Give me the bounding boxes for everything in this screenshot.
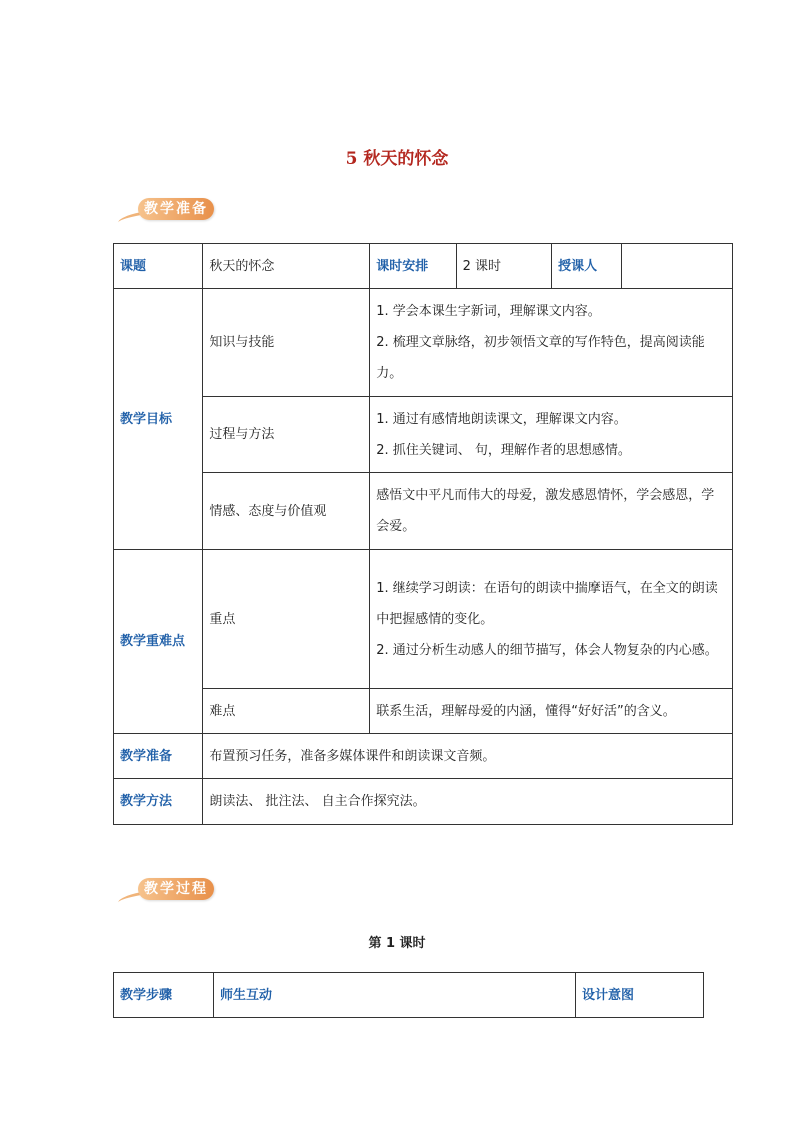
topic-label: 课题 — [114, 244, 203, 289]
goals-label: 教学目标 — [114, 289, 203, 550]
goal-process-cell — [370, 397, 733, 473]
goal-knowledge-label: 知识与技能 — [203, 289, 370, 397]
goal-emotion-text: 感悟文中平凡而伟大的母爱，激发感恩情怀，学会感恩，学会爱。 — [370, 473, 733, 550]
preparation-label: 教学准备 — [114, 734, 203, 779]
prep-table — [113, 243, 733, 825]
difficulty-label: 难点 — [203, 689, 370, 734]
key-point-label: 重点 — [203, 550, 370, 689]
teacher-label: 授课人 — [552, 244, 622, 289]
lesson-title: 第 1 课时 — [368, 936, 426, 951]
key-point-cell — [370, 550, 733, 689]
col-steps: 教学步骤 — [114, 973, 214, 1018]
topic-value: 秋天的怀念 — [203, 244, 370, 289]
section-banner-process — [118, 876, 258, 906]
banner-label: 教学准备 — [138, 198, 214, 220]
difficulty-text: 联系生活，理解母爱的内涵，懂得“好好活”的含义。 — [370, 689, 733, 734]
col-intent: 设计意图 — [576, 973, 704, 1018]
goal-emotion-label: 情感、态度与价值观 — [203, 473, 370, 550]
key-point-item: 2. 通过分析生动感人的细节描写，体会人物复杂的内心感。 — [376, 642, 718, 658]
schedule-value: 2 课时 — [456, 244, 551, 289]
goal-process-item: 2. 抓住关键词、 句，理解作者的思想感情。 — [376, 442, 631, 458]
methods-text: 朗读法、 批注法、 自主合作探究法。 — [203, 779, 733, 825]
section-banner-prep — [118, 196, 258, 226]
key-point-item: 1. 继续学习朗读：在语句的朗读中揣摩语气，在全文的朗读中把握感情的变化。 — [376, 580, 718, 627]
goal-process-item: 1. 通过有感情地朗读课文，理解课文内容。 — [376, 411, 627, 427]
teacher-value — [622, 244, 733, 289]
schedule-label: 课时安排 — [370, 244, 456, 289]
page-title: 5 秋天的怀念 — [345, 149, 449, 169]
focus-label: 教学重难点 — [114, 550, 203, 734]
process-table — [113, 972, 704, 1018]
preparation-text: 布置预习任务，准备多媒体课件和朗读课文音频。 — [203, 734, 733, 779]
banner-label: 教学过程 — [138, 878, 214, 900]
goal-process-label: 过程与方法 — [203, 397, 370, 473]
goal-knowledge-item: 2. 梳理文章脉络，初步领悟文章的写作特色，提高阅读能力。 — [376, 335, 705, 381]
methods-label: 教学方法 — [114, 779, 203, 825]
col-interaction: 师生互动 — [214, 973, 576, 1018]
goal-knowledge-cell — [370, 289, 733, 397]
goal-knowledge-item: 1. 学会本课生字新词，理解课文内容。 — [376, 304, 601, 319]
